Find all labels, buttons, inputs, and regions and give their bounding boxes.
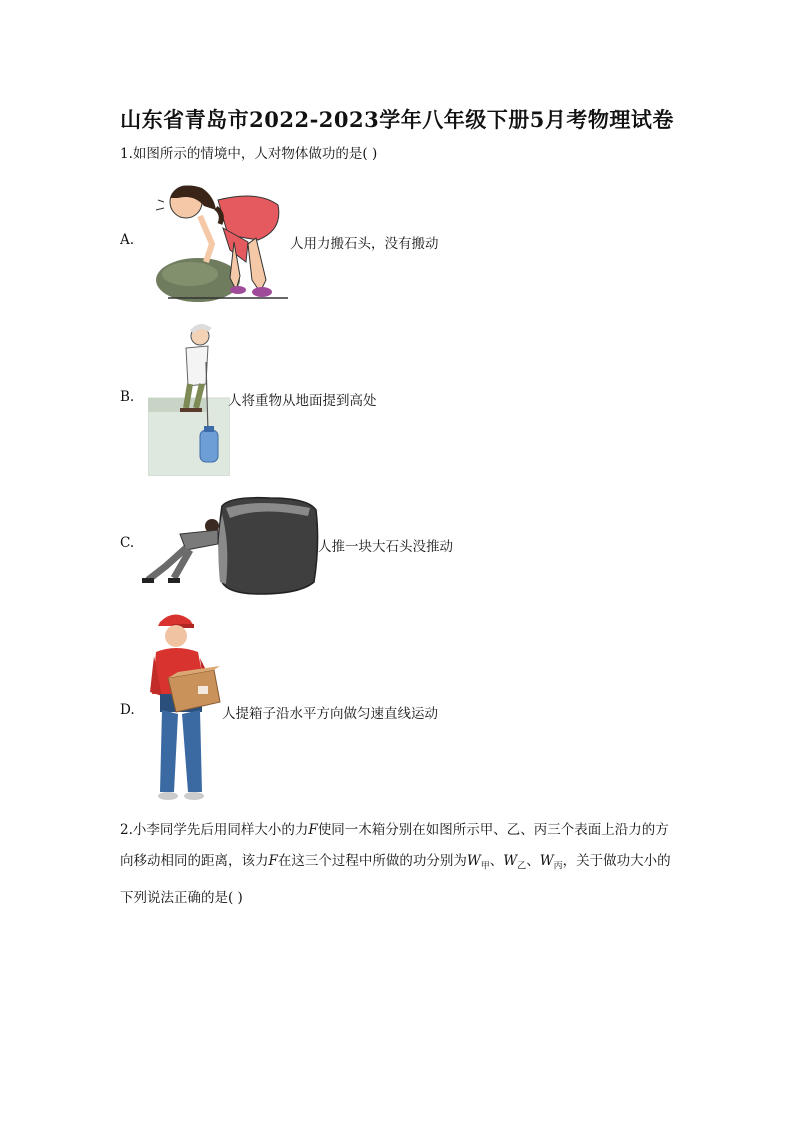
option-d-text: 人提箱子沿水平方向做匀速直线运动 <box>222 706 438 722</box>
option-b-letter: B. <box>120 389 135 405</box>
q2-part4: ，关于做功大小的下列说法正确的是( ) <box>120 853 671 906</box>
q2-sep-2: 、 <box>526 853 540 869</box>
q2-part1: 2.小李同学先后用同样大小的力 <box>120 822 309 838</box>
question-2-stem <box>120 815 680 914</box>
option-c-letter: C. <box>120 535 135 551</box>
man-lifting-weight-rope-illustration <box>148 322 230 476</box>
option-a-text: 人用力搬石头，没有搬动 <box>290 236 439 252</box>
q2-part2: 使同一木箱分别在如图所示甲、乙、丙三个表面上沿力的方向移动相同的距离，该力 <box>120 822 669 869</box>
woman-pushing-rock-illustration <box>138 180 290 304</box>
q2-sep-1: 、 <box>489 853 504 869</box>
work-sub-3: 丙 <box>553 861 563 872</box>
force-symbol: F <box>308 822 318 838</box>
question-1-stem: 1.如图所示的情境中，人对物体做功的是( ) <box>120 146 378 162</box>
work-sub-1: 甲 <box>480 861 490 872</box>
option-d-letter: D. <box>120 702 135 718</box>
work-symbol-2: W <box>503 853 518 869</box>
option-a-letter: A. <box>120 232 135 248</box>
q2-part3: 在这三个过程中所做的功分别为 <box>277 853 467 869</box>
delivery-man-carrying-box-illustration <box>148 610 222 804</box>
work-sub-2: 乙 <box>517 861 527 872</box>
work-symbol-3: W <box>539 853 554 869</box>
force-symbol-2: F <box>268 853 278 869</box>
man-pushing-boulder-illustration <box>140 494 320 596</box>
option-c-text: 人推一块大石头没推动 <box>318 539 453 555</box>
work-symbol-1: W <box>466 853 481 869</box>
page-title: 山东省青岛市2022-2023学年八年级下册5月考物理试卷 <box>120 107 674 132</box>
option-b-text: 人将重物从地面提到高处 <box>228 393 377 409</box>
